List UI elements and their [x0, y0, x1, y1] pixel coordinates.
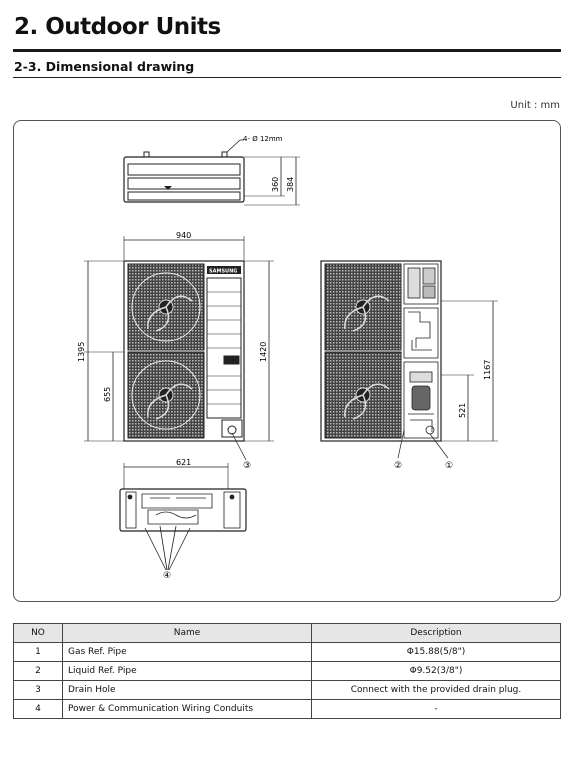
- dim-621: 621: [176, 458, 192, 467]
- dim-360: 360: [271, 176, 280, 192]
- cell-no: 2: [14, 662, 63, 681]
- dim-940: 940: [176, 231, 192, 240]
- callout-conduits: ④: [163, 571, 172, 581]
- col-header-description: Description: [312, 624, 561, 643]
- spec-table: [13, 623, 561, 719]
- dim-1167: 1167: [483, 359, 492, 380]
- top-view: [124, 135, 300, 205]
- table-row: [14, 643, 561, 662]
- table-row: [14, 681, 561, 700]
- dim-384: 384: [286, 176, 295, 192]
- callout-liquid: ②: [394, 461, 403, 471]
- table-header-row: [14, 624, 561, 643]
- table-row: [14, 662, 561, 681]
- brand-logo: SAMSUNG: [209, 268, 238, 275]
- cell-no: 3: [14, 681, 63, 700]
- hole-note: 4- Ø 12mm: [243, 135, 283, 143]
- dim-1420: 1420: [259, 341, 268, 362]
- col-header-no: NO: [14, 624, 63, 643]
- dim-655: 655: [103, 386, 112, 402]
- cell-no: 1: [14, 643, 63, 662]
- dim-1395: 1395: [77, 341, 86, 362]
- unit-label: Unit : mm: [510, 100, 560, 111]
- cell-name: Liquid Ref. Pipe: [63, 662, 312, 681]
- bottom-view: [120, 458, 246, 581]
- cell-description: Φ9.52(3/8"): [312, 662, 561, 681]
- col-header-name: Name: [63, 624, 312, 643]
- callout-gas: ①: [445, 461, 454, 471]
- section-title: 2-3. Dimensional drawing: [14, 59, 195, 74]
- cell-description: Connect with the provided drain plug.: [312, 681, 561, 700]
- cell-description: -: [312, 700, 561, 719]
- dim-521: 521: [458, 402, 467, 418]
- cell-description: Φ15.88(5/8"): [312, 643, 561, 662]
- callout-drain: ③: [243, 461, 252, 471]
- front-view: [77, 231, 274, 471]
- table-row: [14, 700, 561, 719]
- internal-view: [321, 261, 498, 471]
- cell-name: Gas Ref. Pipe: [63, 643, 312, 662]
- cell-name: Drain Hole: [63, 681, 312, 700]
- cell-no: 4: [14, 700, 63, 719]
- page-title: 2. Outdoor Units: [14, 14, 221, 40]
- cell-name: Power & Communication Wiring Conduits: [63, 700, 312, 719]
